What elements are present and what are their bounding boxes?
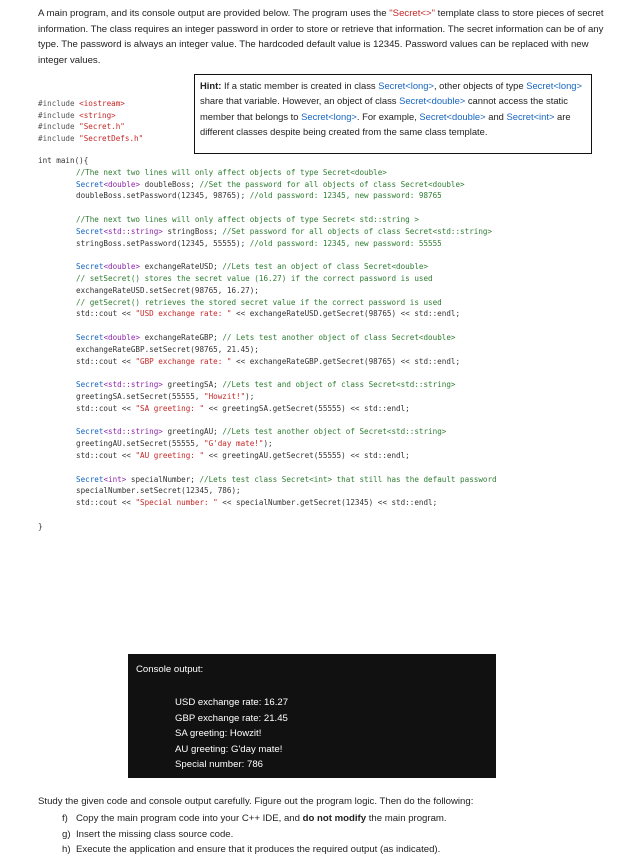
include-line: #include "Secret.h" [38, 122, 125, 132]
include-line: #include "SecretDefs.h" [38, 133, 144, 143]
main-code-block: int main(){ //The next two lines will only affect objects of type Secret<double> Secret<double> doubleBoss; //Set the password for all objects of class Secret<double> doubleBoss.setPassword(12345, 98765); //old password: 12345, new password: 98765 //The next two lines will only affect objects of type Secret< std::string > Secret<std::string> stringBoss; //Set password for all objects of class Secret<std::string> stringBoss.setPassword(12345, 55555); //old password: 12345, new password: 55555 Secret<double> exchangeRateUSD; //Lets test an object of class Secret<double> // setSecret() stores the secret value (16.27) if the correct password is used exchangeRateUSD.setSecret(98765, 16.27); // getSecret() retrieves the stored secret value if the correct password is used std::cout << "USD exchange rate: " << exchangeRateUSD.getSecret(98765) << std::endl; Secret<double> exchangeRateGBP; // Lets test another object of class Secret<double> exchangeRateGBP.setSecret(98765, 21.45); std::cout << "GBP exchange rate: " << exchangeRateGBP.getSecret(98765) << std::endl; Secret<std::string> greetingSA; //Lets test and object of class Secret<std::string> greetingSA.setSecret(55555, "Howzit!"); std::cout << "SA greeting: " << greetingSA.getSecret(55555) << std::endl; Secret<std::string> greetingAU; //Lets test another object of Secret<std::string> greetingAU.setSecret(55555, "G'day mate!"); std::cout << "AU greeting: " << greetingAU.getSecret(55555) << std::endl; Secret<int> specialNumber; //Lets test class Secret<int> that still has the default password specialNumber.setSecret(12345, 786); std::cout << "Special number: " << specialNumber.getSecret(12345) << std::endl; } [38, 156, 497, 531]
main-signature: int main(){ [38, 156, 89, 165]
console-line: SA greeting: Howzit! [175, 728, 262, 739]
include-block [38, 98, 143, 144]
template-name: "Secret<>" [389, 8, 436, 19]
console-line: AU greeting: G'day mate! [175, 743, 283, 755]
list-item: f) Copy the main program code into your C++ IDE, and do not modify the main program. [62, 813, 447, 824]
main-close-brace: } [38, 521, 43, 531]
console-line: Special number: 786 [175, 759, 263, 770]
console-label: Console output: [136, 664, 204, 675]
study-instructions: Study the given code and console output carefully. Figure out the program logic. Then do the following: [38, 796, 474, 807]
hint-box: Hint: If a static member is created in class Secret<long>, other objects of type Secret<long> share that variable. However, an object of class Secret<double> cannot access the static member that belongs to Secret<long>. For example, Secret<double> and Secret<int> are different classes despite being created from the same class template. [194, 74, 592, 154]
console-output [128, 654, 496, 778]
console-lines [175, 695, 288, 773]
include-line: #include <iostream> [38, 99, 125, 108]
list-item: h) Execute the application and ensure that it produces the required output (as indicated). [62, 844, 441, 856]
include-line: #include <string> [38, 110, 116, 120]
task-list [62, 811, 447, 858]
console-line: GBP exchange rate: 21.45 [175, 712, 288, 724]
intro-paragraph: A main program, and its console output are provided below. The program uses the "Secret<>" template class to store pieces of secret information. The class requires an integer password in order to store or retrieve that information. The secret information can be of any type. The password is always an integer value. The hardcoded default value is 12345. Password values can be replaced with new integer values. [38, 8, 604, 66]
console-line: USD exchange rate: 16.27 [175, 697, 289, 708]
list-item: g) Insert the missing class source code. [62, 828, 234, 840]
hint-label: Hint: [200, 80, 222, 91]
